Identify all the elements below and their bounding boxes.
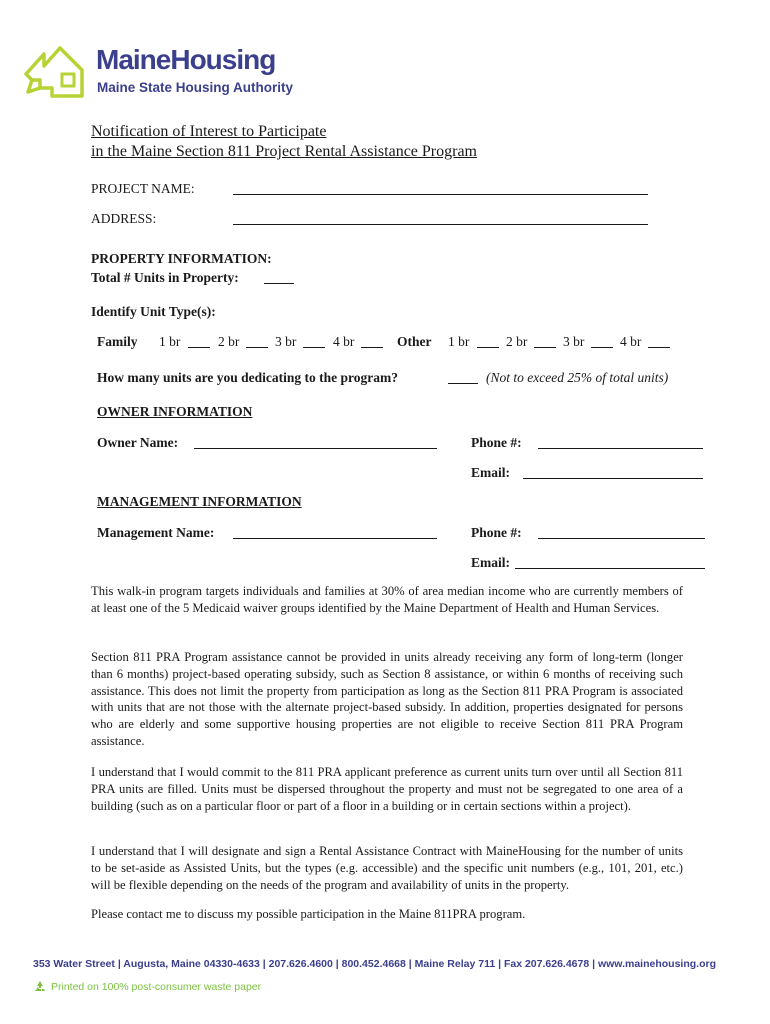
footer-contact: 353 Water Street | Augusta, Maine 04330-4633 | 207.626.4600 | 800.452.4668 | Maine Relay 711 | Fax 207.626.4678 | www.mainehousing.org	[33, 958, 716, 970]
property-info-heading: PROPERTY INFORMATION:	[91, 251, 272, 266]
owner-name-field[interactable]	[194, 448, 437, 449]
management-name-field[interactable]	[233, 538, 437, 539]
family-3br-field[interactable]	[303, 347, 325, 348]
owner-email-field[interactable]	[523, 478, 703, 479]
management-heading: MANAGEMENT INFORMATION	[97, 494, 302, 509]
family-4br-label: 4 br	[333, 334, 355, 349]
project-name-label: PROJECT NAME:	[91, 181, 195, 196]
other-2br-label: 2 br	[506, 334, 528, 349]
dedicating-field[interactable]	[448, 383, 478, 384]
family-3br-label: 3 br	[275, 334, 297, 349]
eligibility-paragraph: This walk-in program targets individuals and families at 30% of area median income who are currently members of at least one of the 5 Medicaid waiver groups identified by the Maine Department of Health and Human Services.	[91, 584, 683, 615]
brand-subtitle: Maine State Housing Authority	[97, 80, 294, 95]
other-label: Other	[397, 334, 432, 349]
family-2br-field[interactable]	[246, 347, 268, 348]
other-3br-field[interactable]	[591, 347, 613, 348]
contract-paragraph: I understand that I will designate and sign a Rental Assistance Contract with MaineHousing for the number of units to be set-aside as Assisted Units, but the types (e.g. accessible) and the specific unit numbers (e.g., 101, 201, etc.) will be flexible depending on the needs of the program and availability of units in the property.	[91, 844, 683, 892]
management-name-label: Management Name:	[97, 525, 215, 540]
other-4br-field[interactable]	[648, 347, 670, 348]
other-4br-label: 4 br	[620, 334, 642, 349]
other-1br-label: 1 br	[448, 334, 470, 349]
total-units-field[interactable]	[264, 283, 294, 284]
family-2br-label: 2 br	[218, 334, 240, 349]
family-4br-field[interactable]	[361, 347, 383, 348]
owner-name-label: Owner Name:	[97, 435, 179, 450]
management-email-field[interactable]	[515, 568, 705, 569]
mainehousing-logo-icon	[22, 40, 92, 100]
recycle-icon	[33, 980, 47, 994]
total-units-label: Total # Units in Property:	[91, 270, 239, 285]
brand-name: MaineHousing	[96, 44, 276, 75]
form-title-line1: Notification of Interest to Participate	[91, 123, 327, 140]
commitment-paragraph: I understand that I would commit to the 811 PRA applicant preference as current units turn over until all Section 811 PRA units are filled. Units must be dispersed throughout the property and must not be segregated to one area of a building (such as on a particular floor or part of a floor in a building or in certain sections within a project).	[91, 765, 683, 813]
unit-type-label: Identify Unit Type(s):	[91, 304, 216, 319]
subsidy-paragraph: Section 811 PRA Program assistance cannot be provided in units already receiving any form of long-term (longer than 6 months) project-based operating subsidy, such as Section 8 assistance, or within 6 months of receiving such assistance. This does not limit the property from participation as long as the Section 811 PRA Program is associated with units that are not those with the alternate project-based subsidy. In addition, properties designated for persons who are elderly and some supportive housing properties are not eligible to receive Section 811 PRA Program assistance.	[91, 650, 683, 748]
management-email-label: Email:	[471, 555, 510, 570]
form-title-line2: in the Maine Section 811 Project Rental Assistance Program	[91, 143, 477, 160]
dedicating-label: How many units are you dedicating to the program?	[97, 370, 399, 385]
management-phone-label: Phone #:	[471, 525, 522, 540]
owner-phone-field[interactable]	[538, 448, 703, 449]
family-1br-label: 1 br	[159, 334, 181, 349]
other-3br-label: 3 br	[563, 334, 585, 349]
other-1br-field[interactable]	[477, 347, 499, 348]
project-name-field[interactable]	[233, 194, 648, 195]
family-1br-field[interactable]	[188, 347, 210, 348]
owner-phone-label: Phone #:	[471, 435, 522, 450]
dedicating-note: (Not to exceed 25% of total units)	[486, 370, 669, 385]
other-2br-field[interactable]	[534, 347, 556, 348]
address-label: ADDRESS:	[91, 211, 157, 226]
management-phone-field[interactable]	[538, 538, 705, 539]
recycled-paper-note: Printed on 100% post-consumer waste paper	[51, 981, 262, 993]
owner-heading: OWNER INFORMATION	[97, 404, 253, 419]
owner-email-label: Email:	[471, 465, 510, 480]
family-label: Family	[97, 334, 138, 349]
contact-paragraph: Please contact me to discuss my possible participation in the Maine 811PRA program.	[91, 907, 526, 921]
address-field[interactable]	[233, 224, 648, 225]
